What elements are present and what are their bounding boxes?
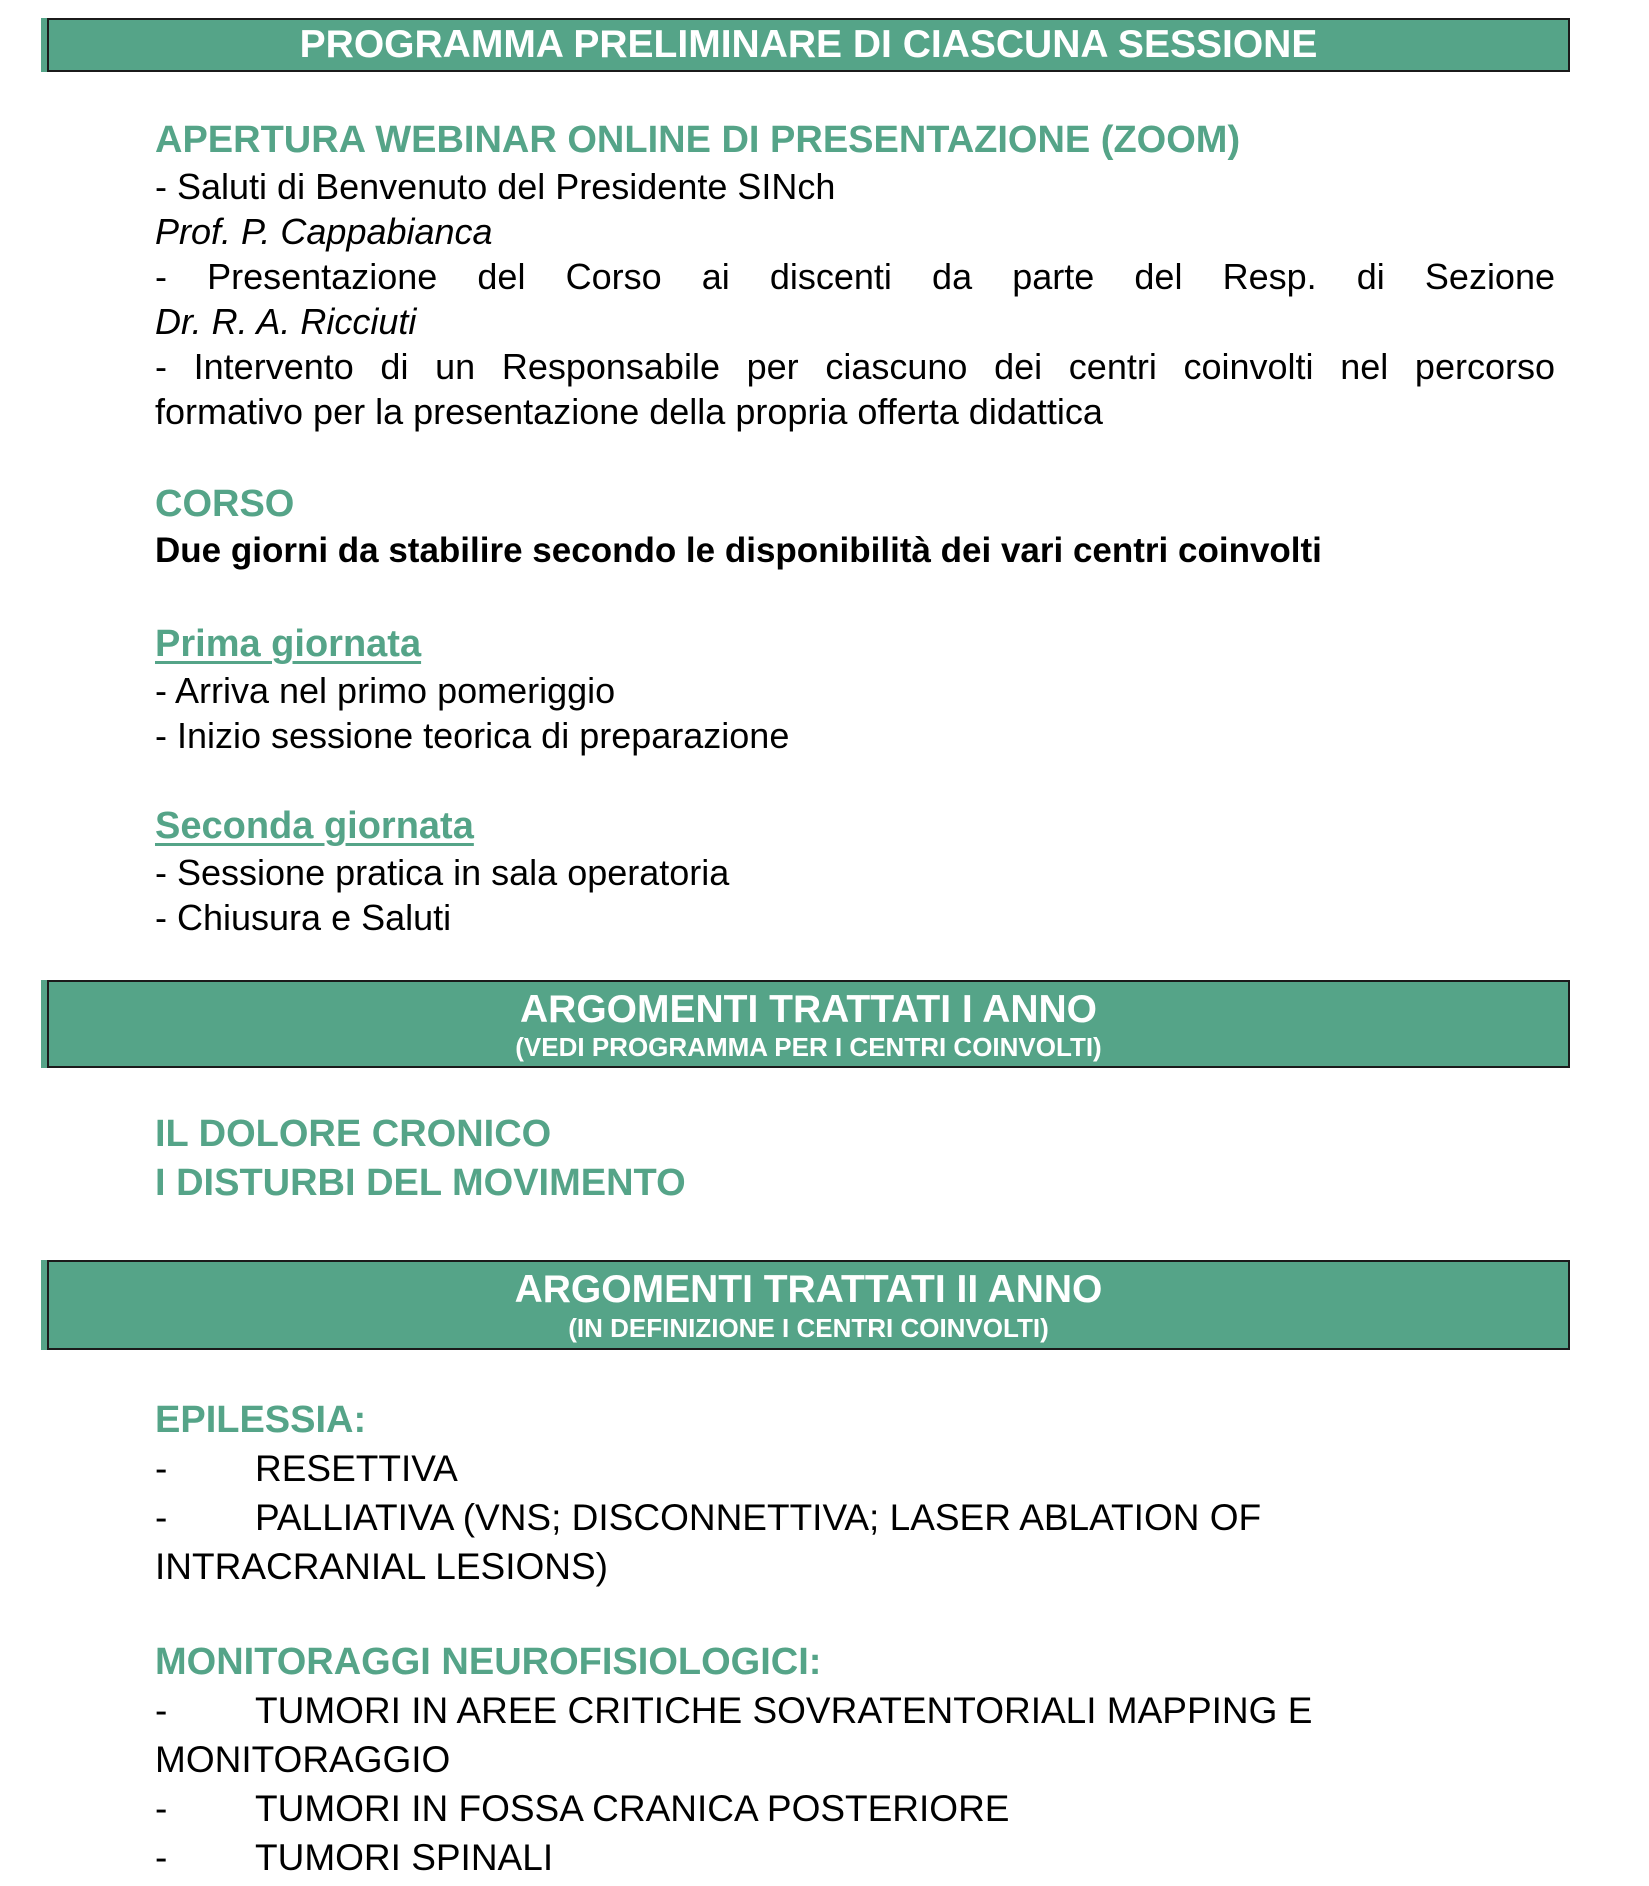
webinar-line: - Saluti di Benvenuto del Presidente SINch — [155, 166, 836, 207]
webinar-line: formativo per la presentazione della propria offerta didattica — [155, 391, 1103, 432]
banner-subtitle: (IN DEFINIZIONE I CENTRI COINVOLTI) — [568, 1313, 1049, 1343]
section-banner-programma — [47, 18, 1570, 72]
section-banner-anno1 — [47, 980, 1570, 1068]
day2-section — [155, 802, 1555, 940]
list-item-continuation: INTRACRANIAL LESIONS) — [155, 1546, 608, 1587]
webinar-heading: APERTURA WEBINAR ONLINE DI PRESENTAZIONE (ZOOM) — [155, 119, 1241, 161]
day1-section — [155, 620, 1555, 758]
list-item-text: TUMORI IN AREE CRITICHE SOVRATENTORIALI MAPPING E — [255, 1690, 1313, 1731]
list-item-continuation: MONITORAGGIO — [155, 1739, 451, 1780]
bullet-dash: - — [155, 1690, 168, 1731]
corso-subtitle: Due giorni da stabilire secondo le disponibilità dei vari centri coinvolti — [155, 531, 1322, 570]
bullet-dash: - — [155, 1497, 168, 1538]
list-item: - Arriva nel primo pomeriggio — [155, 670, 616, 711]
monitoraggi-section — [155, 1638, 1555, 1882]
banner-subtitle: (VEDI PROGRAMMA PER I CENTRI COINVOLTI) — [515, 1032, 1102, 1062]
corso-section — [155, 480, 1555, 573]
day1-heading: Prima giornata — [155, 623, 422, 665]
banner-title: PROGRAMMA PRELIMINARE DI CIASCUNA SESSIONE — [299, 23, 1318, 66]
list-item: - Sessione pratica in sala operatoria — [155, 852, 730, 893]
list-item-text: TUMORI IN FOSSA CRANICA POSTERIORE — [255, 1788, 1010, 1829]
list-item: - Inizio sessione teorica di preparazione — [155, 715, 790, 756]
bullet-dash: - — [155, 1788, 168, 1829]
topic-item: I DISTURBI DEL MOVIMENTO — [155, 1162, 686, 1204]
bullet-dash: - — [155, 1837, 168, 1878]
topic-item: IL DOLORE CRONICO — [155, 1113, 552, 1155]
epilessia-section — [155, 1396, 1555, 1591]
webinar-line: - Intervento di un Responsabile per ciascuno dei centri coinvolti nel percorso — [155, 346, 1555, 387]
epilessia-heading: EPILESSIA: — [155, 1399, 367, 1441]
bullet-dash: - — [155, 1448, 168, 1489]
banner-title: ARGOMENTI TRATTATI II ANNO — [514, 1268, 1103, 1311]
year1-topics — [155, 1110, 1555, 1208]
list-item-text: TUMORI SPINALI — [255, 1837, 554, 1878]
list-item — [155, 1833, 1555, 1882]
webinar-speaker: Dr. R. A. Ricciuti — [155, 301, 417, 342]
list-item-text: RESETTIVA — [255, 1448, 458, 1489]
list-item — [155, 1493, 1555, 1542]
webinar-section — [155, 116, 1555, 434]
list-item: - Chiusura e Saluti — [155, 897, 452, 938]
banner-title: ARGOMENTI TRATTATI I ANNO — [520, 988, 1097, 1031]
list-item — [155, 1444, 1555, 1493]
monitoraggi-heading: MONITORAGGI NEUROFISIOLOGICI: — [155, 1641, 822, 1683]
webinar-line: - Presentazione del Corso ai discenti da parte del Resp. di Sezione — [155, 256, 1555, 297]
day2-heading: Seconda giornata — [155, 805, 474, 847]
webinar-speaker: Prof. P. Cappabianca — [155, 211, 493, 252]
list-item — [155, 1686, 1555, 1735]
corso-heading: CORSO — [155, 483, 295, 525]
list-item-text: PALLIATIVA (VNS; DISCONNETTIVA; LASER ABLATION OF — [255, 1497, 1262, 1538]
list-item — [155, 1784, 1555, 1833]
section-banner-anno2 — [47, 1260, 1570, 1350]
